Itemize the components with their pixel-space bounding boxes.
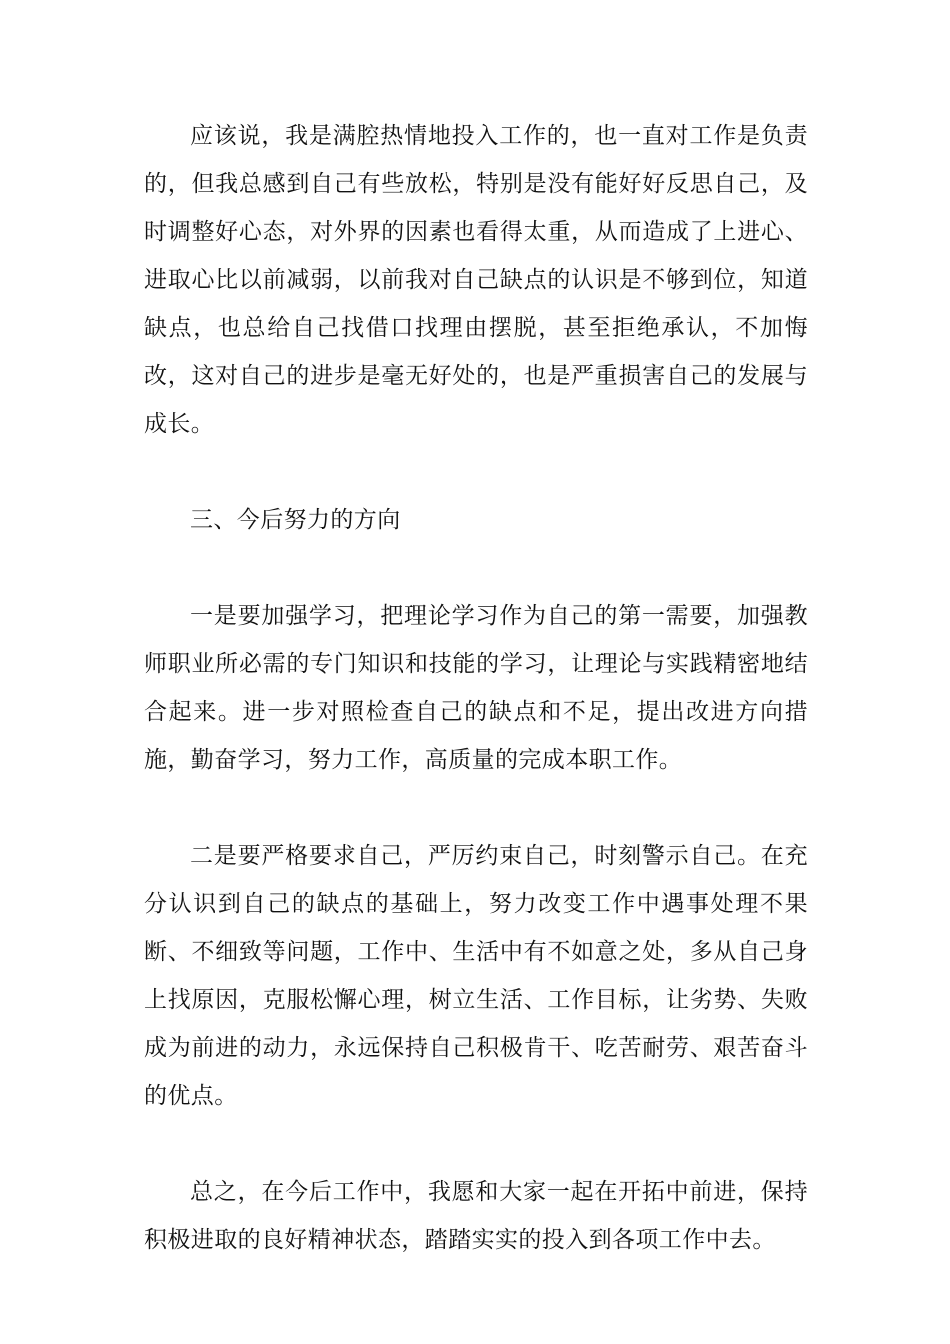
paragraph-point-two: 二是要严格要求自己，严厉约束自己，时刻警示自己。在充分认识到自己的缺点的基础上，努力改变工作中遇事处理不果断、不细致等问题，工作中、生活中有不如意之处，多从自己身上找原因，克服松懈心理，树立生活、工作目标，让劣势、失败成为前进的动力，永远保持自己积极肯干、吃苦耐劳、艰苦奋斗的优点。: [144, 843, 808, 1109]
document-body: [144, 112, 808, 1264]
paragraph-self-reflection: 应该说，我是满腔热情地投入工作的，也一直对工作是负责的，但我总感到自己有些放松，特别是没有能好好反思自己，及时调整好心态，对外界的因素也看得太重，从而造成了上进心、进取心比以前减弱，以前我对自己缺点的认识是不够到位，知道缺点，也总给自己找借口找理由摆脱，甚至拒绝承认，不加悔改，这对自己的进步是毫无好处的，也是严重损害自己的发展与成长。: [144, 123, 808, 437]
section-heading-future-direction: 三、今后努力的方向: [190, 507, 401, 533]
paragraph-conclusion: 总之，在今后工作中，我愿和大家一起在开拓中前进，保持积极进取的良好精神状态，踏踏实实的投入到各项工作中去。: [144, 1179, 808, 1253]
paragraph-point-one: 一是要加强学习，把理论学习作为自己的第一需要，加强教师职业所必需的专门知识和技能的学习，让理论与实践精密地结合起来。进一步对照检查自己的缺点和不足，提出改进方向措施，勤奋学习，努力工作，高质量的完成本职工作。: [144, 603, 808, 773]
